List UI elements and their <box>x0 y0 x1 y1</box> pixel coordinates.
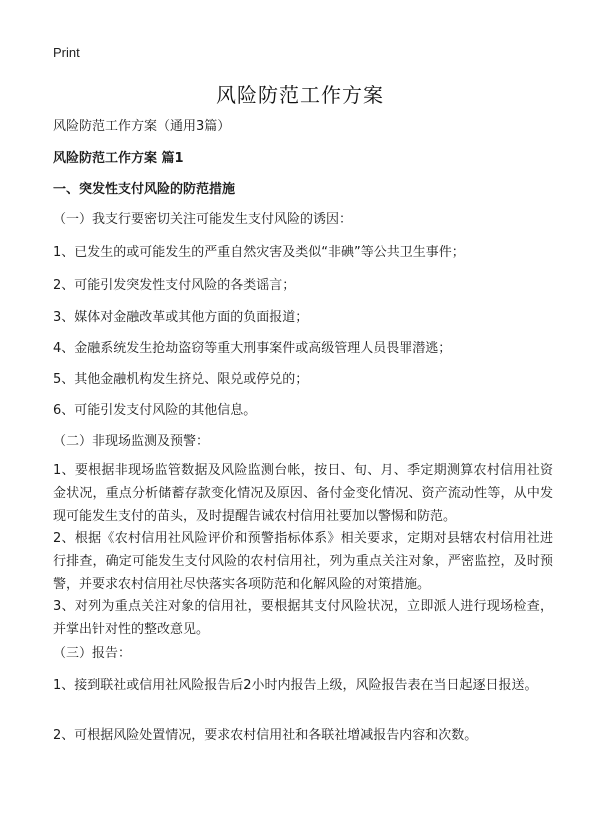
paragraph: 2、根据《农村信用社风险评价和预警指标体系》相关要求，定期对县辖农村信用社进行排查，确定可能发生支付风险的农村信用社，列为重点关注对象，严密监控，及时预警，并要求农村信用社尽快落实各项防范和化解风险的对策措施。 <box>53 531 553 592</box>
paragraph: 1、接到联社或信用社风险报告后2小时内报告上级，风险报告表在当日起逐日报送。 <box>53 678 538 693</box>
paragraph: 2、可根据风险处置情况，要求农村信用社和各联社增减报告内容和次数。 <box>53 728 478 743</box>
document-subtitle: 风险防范工作方案（通用3篇） <box>53 119 231 134</box>
heading-1: 一、突发性支付风险的防范措施 <box>53 182 236 197</box>
list-item: 4、金融系统发生抢劫盗窃等重大刑事案件或高级管理人员畏罪潜逃； <box>53 341 452 356</box>
paragraph: 1、要根据非现场监管数据及风险监测台帐，按日、旬、月、季定期测算农村信用社资金状况，重点分析储蓄存款变化情况及原因、备付金变化情况、资产流动性等，从中发现可能发生支付的苗头，及时提醒告诫农村信用社要加以警惕和防范。 <box>53 463 553 524</box>
subheading-3: （三）报告： <box>53 646 132 661</box>
subheading-2: （二）非现场监测及预警： <box>53 434 210 449</box>
section-title: 风险防范工作方案 篇1 <box>53 151 184 166</box>
list-item: 2、可能引发突发性支付风险的各类谣言； <box>53 278 296 293</box>
paragraph: 3、对列为重点关注对象的信用社，要根据其支付风险状况，立即派人进行现场检查，并掌出针对性的整改意见。 <box>53 599 553 637</box>
list-item: 5、其他金融机构发生挤兑、限兑或停兑的； <box>53 372 309 387</box>
subheading-1: （一）我支行要密切关注可能发生支付风险的诱因： <box>53 212 353 227</box>
list-item: 1、已发生的或可能发生的严重自然灾害及类似“非碘”等公共卫生事件； <box>53 245 465 260</box>
print-label[interactable]: Print <box>53 45 80 60</box>
list-item: 6、可能引发支付风险的其他信息。 <box>53 403 257 418</box>
page-title: 风险防范工作方案 <box>216 83 384 107</box>
list-item: 3、媒体对金融改革或其他方面的负面报道； <box>53 310 309 325</box>
